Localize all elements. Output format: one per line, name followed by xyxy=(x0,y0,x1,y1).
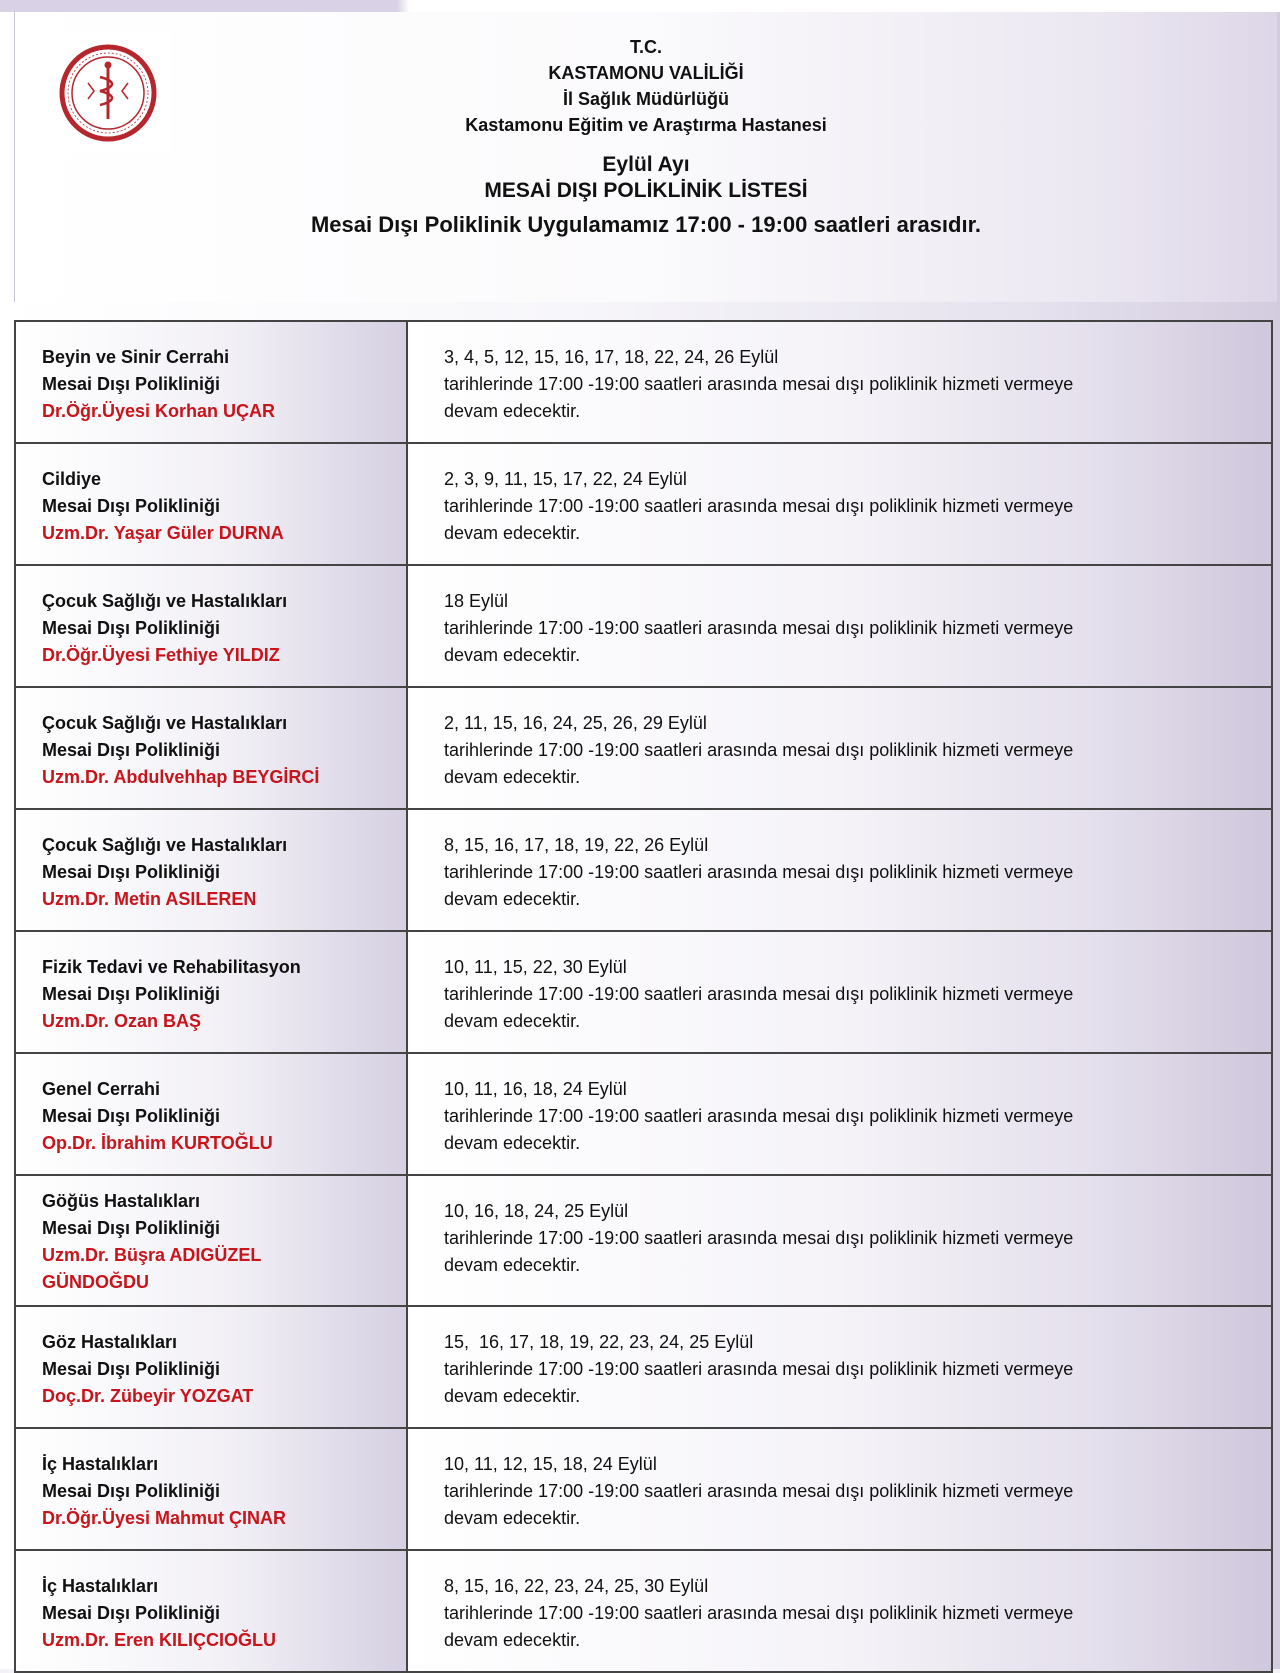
doctor-name: Op.Dr. İbrahim KURTOĞLU xyxy=(42,1133,273,1153)
clinic-cell xyxy=(16,1429,408,1549)
clinic-label: Mesai Dışı Polikliniği xyxy=(42,1106,221,1126)
header-line-governorship: KASTAMONU VALİLİĞİ xyxy=(548,63,744,83)
doctor-name: Dr.Öğr.Üyesi Korhan UÇAR xyxy=(42,401,276,421)
clinic-cell xyxy=(16,1307,408,1427)
clinic-label: Mesai Dışı Polikliniği xyxy=(42,1359,221,1379)
table-row xyxy=(14,1307,1273,1429)
schedule-continuation: devam edecektir. xyxy=(444,767,581,787)
schedule-continuation: devam edecektir. xyxy=(444,523,581,543)
schedule-cell xyxy=(408,444,1271,564)
schedule-description: tarihlerinde 17:00 -19:00 saatleri arasında mesai dışı poliklinik hizmeti vermeye xyxy=(444,374,1074,394)
schedule-cell xyxy=(408,1551,1271,1671)
clinic-cell xyxy=(16,932,408,1052)
schedule-cell xyxy=(408,1429,1271,1549)
table-row xyxy=(14,1429,1273,1551)
header-line-tc: T.C. xyxy=(629,37,662,57)
table-row xyxy=(14,932,1273,1054)
doctor-name: Uzm.Dr. Ozan BAŞ xyxy=(42,1011,202,1031)
department-name: Çocuk Sağlığı ve Hastalıkları xyxy=(42,835,288,855)
clinic-cell xyxy=(16,1176,408,1305)
schedule-dates: 2, 3, 9, 11, 15, 17, 22, 24 Eylül xyxy=(444,469,687,489)
clinic-cell xyxy=(16,688,408,808)
doctor-name: Dr.Öğr.Üyesi Fethiye YILDIZ xyxy=(42,645,280,665)
schedule-continuation: devam edecektir. xyxy=(444,1508,581,1528)
table-row xyxy=(14,688,1273,810)
schedule-cell xyxy=(408,688,1271,808)
doctor-name: Uzm.Dr. Yaşar Güler DURNA xyxy=(42,523,284,543)
department-name: İç Hastalıkları xyxy=(42,1454,159,1474)
schedule-dates: 8, 15, 16, 17, 18, 19, 22, 26 Eylül xyxy=(444,835,709,855)
table-row xyxy=(14,1176,1273,1307)
doctor-name: Doç.Dr. Zübeyir YOZGAT xyxy=(42,1386,254,1406)
schedule-dates: 8, 15, 16, 22, 23, 24, 25, 30 Eylül xyxy=(444,1576,709,1596)
page-title: MESAİ DIŞI POLİKLİNİK LİSTESİ xyxy=(484,179,808,202)
schedule-cell xyxy=(408,932,1271,1052)
schedule-dates: 18 Eylül xyxy=(444,591,509,611)
clinic-table xyxy=(14,320,1273,1673)
schedule-continuation: devam edecektir. xyxy=(444,1255,581,1275)
table-row xyxy=(14,322,1273,444)
schedule-continuation: devam edecektir. xyxy=(444,401,581,421)
doctor-name: Uzm.Dr. Abdulvehhap BEYGİRCİ xyxy=(42,767,320,787)
clinic-cell xyxy=(16,1054,408,1174)
schedule-cell xyxy=(408,322,1271,442)
doctor-name: Uzm.Dr. Eren KILIÇCIOĞLU xyxy=(42,1630,277,1650)
schedule-cell xyxy=(408,1307,1271,1427)
clinic-label: Mesai Dışı Polikliniği xyxy=(42,374,221,394)
schedule-dates: 15, 16, 17, 18, 19, 22, 23, 24, 25 Eylül xyxy=(444,1332,754,1352)
table-row xyxy=(14,810,1273,932)
table-row xyxy=(14,566,1273,688)
schedule-cell xyxy=(408,566,1271,686)
clinic-label: Mesai Dışı Polikliniği xyxy=(42,618,221,638)
schedule-description: tarihlerinde 17:00 -19:00 saatleri arasında mesai dışı poliklinik hizmeti vermeye xyxy=(444,1106,1074,1126)
schedule-dates: 2, 11, 15, 16, 24, 25, 26, 29 Eylül xyxy=(444,713,707,733)
schedule-dates: 10, 11, 12, 15, 18, 24 Eylül xyxy=(444,1454,657,1474)
schedule-continuation: devam edecektir. xyxy=(444,1630,581,1650)
schedule-dates: 10, 16, 18, 24, 25 Eylül xyxy=(444,1201,629,1221)
department-name: Çocuk Sağlığı ve Hastalıkları xyxy=(42,591,288,611)
schedule-dates: 10, 11, 15, 22, 30 Eylül xyxy=(444,957,627,977)
schedule-description: tarihlerinde 17:00 -19:00 saatleri arasında mesai dışı poliklinik hizmeti vermeye xyxy=(444,618,1074,638)
clinic-label: Mesai Dışı Polikliniği xyxy=(42,862,221,882)
schedule-continuation: devam edecektir. xyxy=(444,645,581,665)
clinic-cell xyxy=(16,810,408,930)
doctor-name: Uzm.Dr. Metin ASILEREN xyxy=(42,889,257,909)
schedule-continuation: devam edecektir. xyxy=(444,889,581,909)
header-month: Eylül Ayı xyxy=(602,153,690,176)
department-name: Göğüs Hastalıkları xyxy=(42,1191,201,1211)
document-header xyxy=(14,12,1277,302)
table-row xyxy=(14,444,1273,566)
table-row xyxy=(14,1054,1273,1176)
schedule-description: tarihlerinde 17:00 -19:00 saatleri arasında mesai dışı poliklinik hizmeti vermeye xyxy=(444,1359,1074,1379)
department-name: Göz Hastalıkları xyxy=(42,1332,178,1352)
department-name: Çocuk Sağlığı ve Hastalıkları xyxy=(42,713,288,733)
clinic-label: Mesai Dışı Polikliniği xyxy=(42,1218,221,1238)
clinic-cell xyxy=(16,566,408,686)
schedule-description: tarihlerinde 17:00 -19:00 saatleri arasında mesai dışı poliklinik hizmeti vermeye xyxy=(444,740,1074,760)
table-row xyxy=(14,1551,1273,1673)
header-text xyxy=(15,34,1277,238)
schedule-description: tarihlerinde 17:00 -19:00 saatleri arasında mesai dışı poliklinik hizmeti vermeye xyxy=(444,496,1074,516)
schedule-description: tarihlerinde 17:00 -19:00 saatleri arasında mesai dışı poliklinik hizmeti vermeye xyxy=(444,1481,1074,1501)
schedule-continuation: devam edecektir. xyxy=(444,1133,581,1153)
doctor-name: Dr.Öğr.Üyesi Mahmut ÇINAR xyxy=(42,1508,287,1528)
clinic-label: Mesai Dışı Polikliniği xyxy=(42,984,221,1004)
schedule-cell xyxy=(408,1176,1271,1305)
schedule-description: tarihlerinde 17:00 -19:00 saatleri arasında mesai dışı poliklinik hizmeti vermeye xyxy=(444,862,1074,882)
doctor-name: Uzm.Dr. Büşra ADIGÜZEL GÜNDOĞDU xyxy=(42,1245,262,1292)
clinic-cell xyxy=(16,322,408,442)
schedule-dates: 3, 4, 5, 12, 15, 16, 17, 18, 22, 24, 26 Eylül xyxy=(444,347,779,367)
clinic-label: Mesai Dışı Polikliniği xyxy=(42,1481,221,1501)
clinic-label: Mesai Dışı Polikliniği xyxy=(42,496,221,516)
schedule-cell xyxy=(408,810,1271,930)
department-name: Fizik Tedavi ve Rehabilitasyon xyxy=(42,957,301,977)
schedule-continuation: devam edecektir. xyxy=(444,1386,581,1406)
schedule-description: tarihlerinde 17:00 -19:00 saatleri arasında mesai dışı poliklinik hizmeti vermeye xyxy=(444,1228,1074,1248)
clinic-cell xyxy=(16,444,408,564)
clinic-label: Mesai Dışı Polikliniği xyxy=(42,740,221,760)
header-line-directorate: İl Sağlık Müdürlüğü xyxy=(563,89,729,109)
department-name: Beyin ve Sinir Cerrahi xyxy=(42,347,230,367)
schedule-cell xyxy=(408,1054,1271,1174)
department-name: Genel Cerrahi xyxy=(42,1079,161,1099)
header-line-hospital: Kastamonu Eğitim ve Araştırma Hastanesi xyxy=(465,115,827,135)
hours-notice: Mesai Dışı Poliklinik Uygulamamız 17:00 - 19:00 saatleri arasıdır. xyxy=(310,212,982,237)
schedule-description: tarihlerinde 17:00 -19:00 saatleri arasında mesai dışı poliklinik hizmeti vermeye xyxy=(444,1603,1074,1623)
clinic-cell xyxy=(16,1551,408,1671)
schedule-dates: 10, 11, 16, 18, 24 Eylül xyxy=(444,1079,627,1099)
clinic-label: Mesai Dışı Polikliniği xyxy=(42,1603,221,1623)
schedule-continuation: devam edecektir. xyxy=(444,1011,581,1031)
schedule-description: tarihlerinde 17:00 -19:00 saatleri arasında mesai dışı poliklinik hizmeti vermeye xyxy=(444,984,1074,1004)
top-strip xyxy=(0,0,1280,12)
department-name: Cildiye xyxy=(42,469,102,489)
department-name: İç Hastalıkları xyxy=(42,1576,159,1596)
